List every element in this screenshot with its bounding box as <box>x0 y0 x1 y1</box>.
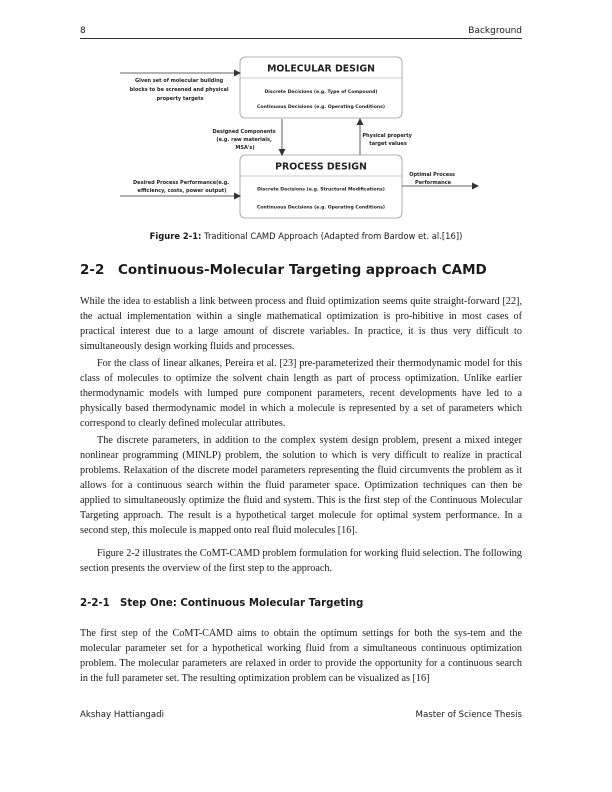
molecular-design-title: MOLECULAR DESIGN <box>267 63 375 75</box>
footer-author: Akshay Hattiangadi <box>80 710 164 720</box>
process-design-line1: Discrete Decisions (e.g. Structural Modifications) <box>257 187 385 193</box>
subsection-title: Step One: Continuous Molecular Targeting <box>120 598 364 609</box>
paragraph-3: The discrete parameters, in addition to the complex system design problem, present a mixed integer nonlinear programming (MINLP) problem, the solution to which is very difficult to realize in practical problems. Relaxation of the discrete model parameters representing the fluid circumvents the problem as it allows for a continuous search within the fluid parameter space. Optimization techniques can then be applied to simultaneously optimize the fluid and system. This is the first step of the Continuous Molecular Targeting approach. The result is a hypothetical target molecule for optimal system performance. In a second step, this molecule is mapped onto real fluid molecules [16]. <box>80 435 522 536</box>
subsection-heading <box>80 598 363 609</box>
figure-caption-text: Traditional CAMD Approach (Adapted from Bardow et. al.[16]) <box>204 231 463 241</box>
process-design-title: PROCESS DESIGN <box>275 161 367 173</box>
running-section-title: Background <box>468 26 522 36</box>
figure-caption-label: Figure 2-1: <box>149 231 202 241</box>
molecular-design-line2: Continuous Decisions (e.g. Operating Conditions) <box>256 105 386 110</box>
paragraph-4: Figure 2-2 illustrates the CoMT-CAMD problem formulation for working fluid selection. The following section presents the overview of the first step to the approach. <box>80 548 522 574</box>
designed-components-label: Designed Components (e.g. raw materials, MSA's) <box>212 129 276 151</box>
molecular-design-line1: Discrete Decisions (e.g. Type of Compound) <box>264 90 378 95</box>
section-title: Continuous-Molecular Targeting approach CAMD <box>118 262 487 278</box>
section-number: 2-2 <box>80 262 105 278</box>
input-building-blocks-label: Given set of molecular building blocks to be screened and physical property targets <box>129 78 229 102</box>
process-design-line2: Continuous Decisions (e.g. Operating Conditions) <box>256 205 386 211</box>
footer-thesis-title: Master of Science Thesis <box>415 710 522 720</box>
page-number: 8 <box>80 26 86 36</box>
paragraph-5: The first step of the CoMT-CAMD aims to obtain the optimum settings for both the sys-tem and the molecular parameter set for a hypothetical working fluid from a simultaneous continuous optimization problem. The molecular parameters are relaxed in order to provide the opportunity for a continuous search in the full parameter set. The resulting optimization problem can be visualized as [16] <box>80 628 522 684</box>
paragraph-2: For the class of linear alkanes, Pereira et al. [23] pre-parameterized their thermodynamic model for this class of molecules to optimize the solvent chain length as part of process optimization. Unlike earlier thermodynamic models with lumped pure component parameters, recent developments have led to a physically based thermodynamic model in which a molecule is represented by a set of parameters which correspond to clearly defined molecular attributes. <box>80 358 522 429</box>
camd-diagram <box>0 0 612 240</box>
optimal-performance-label: Optimal Process Performance <box>409 172 456 186</box>
physical-property-label: Physical property target values <box>362 133 412 147</box>
figure-caption <box>80 231 532 241</box>
desired-performance-label: Desired Process Performance(e.g. efficiency, costs, power output) <box>133 180 230 194</box>
section-heading <box>80 262 487 278</box>
paragraph-1: While the idea to establish a link between process and fluid optimization seems quite straight-forward [22], the actual implementation within a single mathematical optimization is pro-hibitive in most cases of practical interest due to a large amount of discrete variables. In practice, it is thus very difficult to simultaneously design working fluids and processes. <box>80 296 522 352</box>
subsection-number: 2-2-1 <box>80 598 110 609</box>
